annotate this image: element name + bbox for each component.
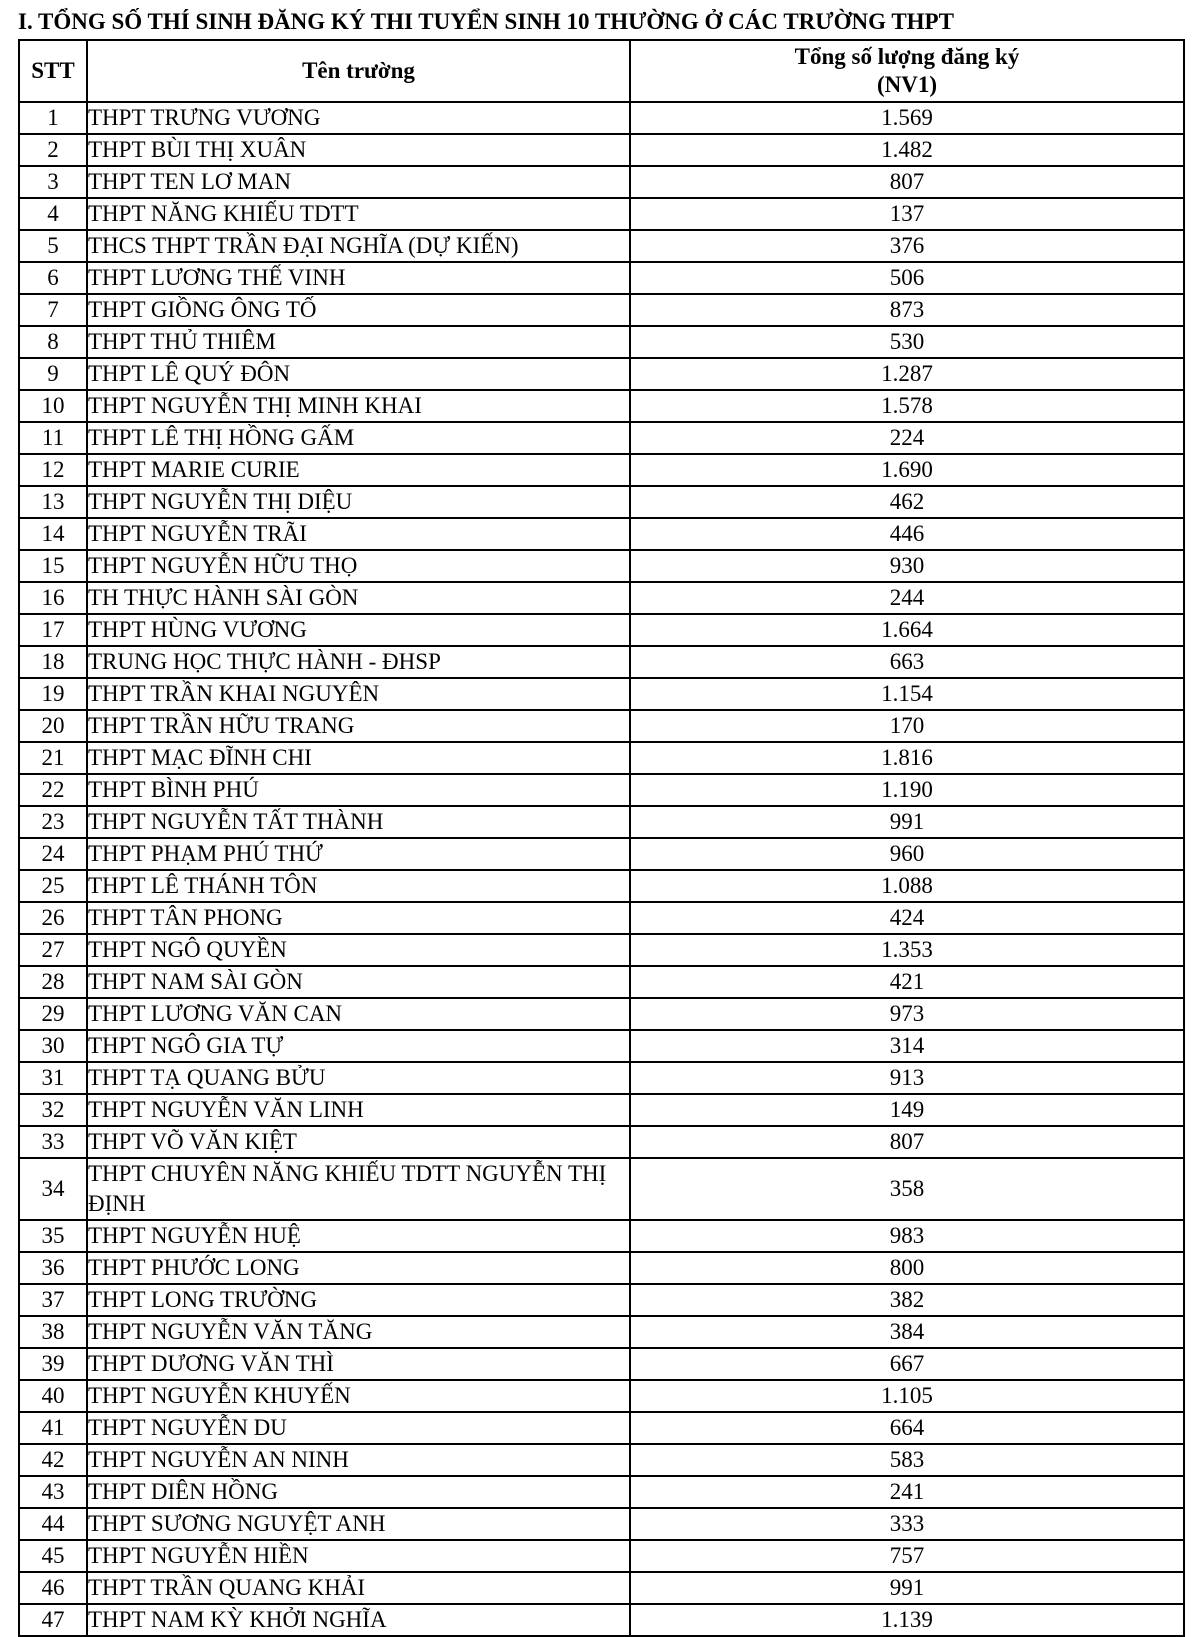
row-school-name: THPT CHUYÊN NĂNG KHIẾU TDTT NGUYỄN THỊ ĐỊNH (87, 1158, 630, 1220)
row-school-name: THPT NGÔ GIA TỰ (87, 1030, 630, 1062)
row-total: 333 (630, 1508, 1184, 1540)
row-stt: 43 (19, 1476, 87, 1508)
table-row (19, 102, 1184, 134)
row-school-name: THPT NGUYỄN TẤT THÀNH (87, 806, 630, 838)
table-row (19, 230, 1184, 262)
row-stt: 11 (19, 422, 87, 454)
header-total-line1: Tổng số lượng đăng ký (794, 44, 1020, 69)
row-stt: 4 (19, 198, 87, 230)
table-row (19, 1348, 1184, 1380)
table-row (19, 486, 1184, 518)
row-school-name: THPT NAM SÀI GÒN (87, 966, 630, 998)
row-school-name: THPT NGUYỄN HUỆ (87, 1220, 630, 1252)
row-total: 991 (630, 1572, 1184, 1604)
table-row (19, 966, 1184, 998)
row-school-name: TRUNG HỌC THỰC HÀNH - ĐHSP (87, 646, 630, 678)
row-stt: 21 (19, 742, 87, 774)
row-stt: 14 (19, 518, 87, 550)
row-school-name: THPT LÊ THỊ HỒNG GẤM (87, 422, 630, 454)
row-total: 960 (630, 838, 1184, 870)
row-school-name: THPT GIỒNG ÔNG TỐ (87, 294, 630, 326)
row-total: 1.816 (630, 742, 1184, 774)
row-stt: 7 (19, 294, 87, 326)
header-stt: STT (19, 40, 87, 102)
table-row (19, 1412, 1184, 1444)
row-stt: 18 (19, 646, 87, 678)
row-total: 506 (630, 262, 1184, 294)
row-stt: 42 (19, 1444, 87, 1476)
row-school-name: THPT LÊ THÁNH TÔN (87, 870, 630, 902)
row-total: 663 (630, 646, 1184, 678)
document-title: I. TỔNG SỐ THÍ SINH ĐĂNG KÝ THI TUYỂN SINH 10 THƯỜNG Ở CÁC TRƯỜNG THPT (18, 9, 954, 34)
row-stt: 47 (19, 1604, 87, 1636)
table-row (19, 710, 1184, 742)
row-total: 314 (630, 1030, 1184, 1062)
row-stt: 26 (19, 902, 87, 934)
table-body (19, 102, 1184, 1636)
row-total: 421 (630, 966, 1184, 998)
row-stt: 27 (19, 934, 87, 966)
table-row (19, 358, 1184, 390)
table-row (19, 166, 1184, 198)
row-stt: 28 (19, 966, 87, 998)
row-school-name: THPT NGUYỄN VĂN LINH (87, 1094, 630, 1126)
row-school-name: THPT DƯƠNG VĂN THÌ (87, 1348, 630, 1380)
row-stt: 17 (19, 614, 87, 646)
table-row (19, 1284, 1184, 1316)
row-stt: 16 (19, 582, 87, 614)
table-row (19, 390, 1184, 422)
table-row (19, 1444, 1184, 1476)
row-total: 244 (630, 582, 1184, 614)
table-row (19, 294, 1184, 326)
row-school-name: TH THỰC HÀNH SÀI GÒN (87, 582, 630, 614)
row-stt: 20 (19, 710, 87, 742)
row-stt: 40 (19, 1380, 87, 1412)
row-total: 667 (630, 1348, 1184, 1380)
table-row (19, 1030, 1184, 1062)
table-row (19, 1252, 1184, 1284)
row-stt: 10 (19, 390, 87, 422)
row-total: 1.578 (630, 390, 1184, 422)
row-school-name: THPT TRƯNG VƯƠNG (87, 102, 630, 134)
row-total: 1.287 (630, 358, 1184, 390)
row-stt: 6 (19, 262, 87, 294)
table-row (19, 454, 1184, 486)
row-total: 913 (630, 1062, 1184, 1094)
table-row (19, 422, 1184, 454)
row-school-name: THPT NĂNG KHIẾU TDTT (87, 198, 630, 230)
row-stt: 45 (19, 1540, 87, 1572)
row-total: 224 (630, 422, 1184, 454)
row-total: 384 (630, 1316, 1184, 1348)
table-row (19, 678, 1184, 710)
row-stt: 44 (19, 1508, 87, 1540)
row-total: 1.154 (630, 678, 1184, 710)
row-total: 424 (630, 902, 1184, 934)
row-total: 973 (630, 998, 1184, 1030)
row-total: 1.353 (630, 934, 1184, 966)
row-total: 530 (630, 326, 1184, 358)
table-row (19, 262, 1184, 294)
row-stt: 13 (19, 486, 87, 518)
row-school-name: THPT THỦ THIÊM (87, 326, 630, 358)
row-total: 807 (630, 166, 1184, 198)
row-total: 1.482 (630, 134, 1184, 166)
row-school-name: THPT LÊ QUÝ ĐÔN (87, 358, 630, 390)
table-row (19, 1316, 1184, 1348)
row-school-name: THPT HÙNG VƯƠNG (87, 614, 630, 646)
table-row (19, 134, 1184, 166)
table-row (19, 870, 1184, 902)
table-row (19, 1604, 1184, 1636)
row-school-name: THPT NGUYỄN HỮU THỌ (87, 550, 630, 582)
row-stt: 33 (19, 1126, 87, 1158)
row-school-name: THPT NGUYỄN DU (87, 1412, 630, 1444)
row-stt: 35 (19, 1220, 87, 1252)
row-school-name: THPT TRẦN QUANG KHẢI (87, 1572, 630, 1604)
row-school-name: THPT SƯƠNG NGUYỆT ANH (87, 1508, 630, 1540)
row-stt: 19 (19, 678, 87, 710)
row-total: 170 (630, 710, 1184, 742)
table-row (19, 1220, 1184, 1252)
table-row (19, 838, 1184, 870)
table-row (19, 806, 1184, 838)
table-row (19, 1062, 1184, 1094)
row-stt: 3 (19, 166, 87, 198)
row-school-name: THPT DIÊN HỒNG (87, 1476, 630, 1508)
row-stt: 46 (19, 1572, 87, 1604)
row-total: 1.690 (630, 454, 1184, 486)
table-row (19, 774, 1184, 806)
table-row (19, 326, 1184, 358)
table-row (19, 1380, 1184, 1412)
header-school-name: Tên trường (87, 40, 630, 102)
row-total: 1.190 (630, 774, 1184, 806)
row-school-name: THPT NAM KỲ KHỞI NGHĨA (87, 1604, 630, 1636)
row-stt: 38 (19, 1316, 87, 1348)
row-total: 1.105 (630, 1380, 1184, 1412)
row-total: 446 (630, 518, 1184, 550)
row-school-name: THPT MARIE CURIE (87, 454, 630, 486)
row-total: 873 (630, 294, 1184, 326)
row-total: 382 (630, 1284, 1184, 1316)
table-row (19, 550, 1184, 582)
row-school-name: THPT TẠ QUANG BỬU (87, 1062, 630, 1094)
row-stt: 32 (19, 1094, 87, 1126)
row-stt: 41 (19, 1412, 87, 1444)
row-school-name: THPT LƯƠNG VĂN CAN (87, 998, 630, 1030)
row-stt: 1 (19, 102, 87, 134)
table-row (19, 614, 1184, 646)
table-header-row (19, 40, 1184, 102)
row-stt: 29 (19, 998, 87, 1030)
row-school-name: THPT LƯƠNG THẾ VINH (87, 262, 630, 294)
row-total: 376 (630, 230, 1184, 262)
row-total: 991 (630, 806, 1184, 838)
table-row (19, 998, 1184, 1030)
table-row (19, 1508, 1184, 1540)
row-school-name: THPT NGUYỄN KHUYẾN (87, 1380, 630, 1412)
row-stt: 31 (19, 1062, 87, 1094)
row-stt: 39 (19, 1348, 87, 1380)
row-stt: 8 (19, 326, 87, 358)
table-row (19, 1094, 1184, 1126)
row-school-name: THPT NGUYỄN AN NINH (87, 1444, 630, 1476)
row-school-name: THPT VÕ VĂN KIỆT (87, 1126, 630, 1158)
row-school-name: THPT NGUYỄN TRÃI (87, 518, 630, 550)
row-school-name: THPT NGÔ QUYỀN (87, 934, 630, 966)
table-row (19, 1158, 1184, 1220)
row-stt: 37 (19, 1284, 87, 1316)
row-school-name: THPT NGUYỄN HIỀN (87, 1540, 630, 1572)
row-stt: 12 (19, 454, 87, 486)
table-row (19, 742, 1184, 774)
row-total: 462 (630, 486, 1184, 518)
row-stt: 23 (19, 806, 87, 838)
row-total: 358 (630, 1158, 1184, 1220)
row-total: 664 (630, 1412, 1184, 1444)
row-total: 757 (630, 1540, 1184, 1572)
row-stt: 25 (19, 870, 87, 902)
table-row (19, 518, 1184, 550)
row-total: 1.088 (630, 870, 1184, 902)
table-row (19, 198, 1184, 230)
row-school-name: THPT BÌNH PHÚ (87, 774, 630, 806)
row-school-name: THPT TEN LƠ MAN (87, 166, 630, 198)
row-total: 137 (630, 198, 1184, 230)
row-stt: 5 (19, 230, 87, 262)
row-school-name: THPT TÂN PHONG (87, 902, 630, 934)
row-school-name: THPT NGUYỄN THỊ MINH KHAI (87, 390, 630, 422)
row-school-name: THPT BÙI THỊ XUÂN (87, 134, 630, 166)
row-school-name: THPT NGUYỄN VĂN TĂNG (87, 1316, 630, 1348)
row-school-name: THPT LONG TRƯỜNG (87, 1284, 630, 1316)
row-total: 983 (630, 1220, 1184, 1252)
table-row (19, 646, 1184, 678)
row-total: 1.139 (630, 1604, 1184, 1636)
row-stt: 2 (19, 134, 87, 166)
row-total: 930 (630, 550, 1184, 582)
row-stt: 15 (19, 550, 87, 582)
row-total: 800 (630, 1252, 1184, 1284)
table-row (19, 1476, 1184, 1508)
row-school-name: THPT TRẦN HỮU TRANG (87, 710, 630, 742)
row-stt: 36 (19, 1252, 87, 1284)
table-row (19, 934, 1184, 966)
row-total: 149 (630, 1094, 1184, 1126)
row-school-name: THPT MẠC ĐĨNH CHI (87, 742, 630, 774)
table-row (19, 582, 1184, 614)
row-total: 241 (630, 1476, 1184, 1508)
row-school-name: THCS THPT TRẦN ĐẠI NGHĨA (DỰ KIẾN) (87, 230, 630, 262)
table-row (19, 1126, 1184, 1158)
registration-table (18, 39, 1185, 1637)
row-school-name: THPT PHƯỚC LONG (87, 1252, 630, 1284)
table-row (19, 1572, 1184, 1604)
row-school-name: THPT NGUYỄN THỊ DIỆU (87, 486, 630, 518)
row-school-name: THPT TRẦN KHAI NGUYÊN (87, 678, 630, 710)
row-stt: 9 (19, 358, 87, 390)
row-stt: 24 (19, 838, 87, 870)
row-total: 1.569 (630, 102, 1184, 134)
row-total: 583 (630, 1444, 1184, 1476)
header-total-registered (630, 40, 1184, 102)
row-stt: 30 (19, 1030, 87, 1062)
row-school-name: THPT PHẠM PHÚ THỨ (87, 838, 630, 870)
row-total: 807 (630, 1126, 1184, 1158)
row-total: 1.664 (630, 614, 1184, 646)
table-row (19, 1540, 1184, 1572)
row-stt: 22 (19, 774, 87, 806)
table-row (19, 902, 1184, 934)
row-stt: 34 (19, 1158, 87, 1220)
header-total-line2: (NV1) (876, 72, 938, 97)
